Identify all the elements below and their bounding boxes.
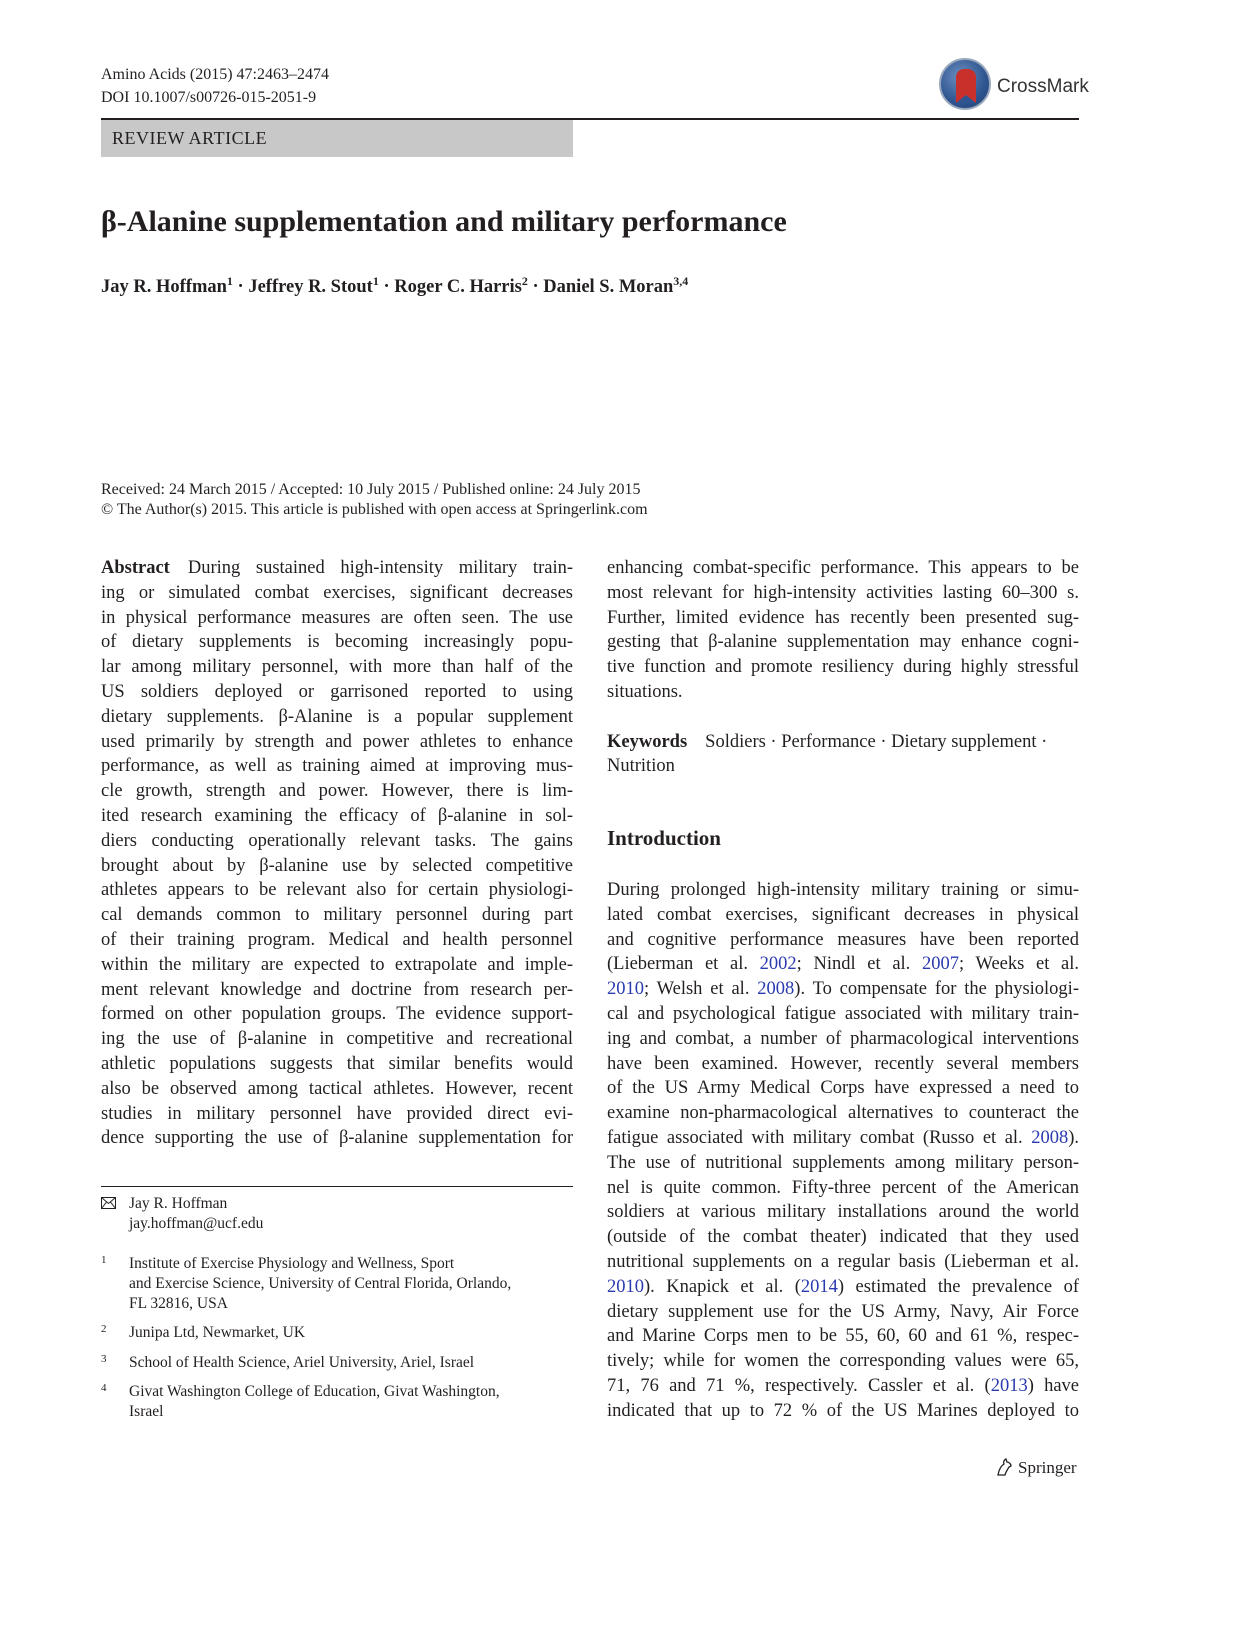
introduction-text: of the US Army Medical Corps have expressed a need to bbox=[607, 1078, 1079, 1099]
introduction-line bbox=[607, 1076, 1079, 1101]
abstract-line: within the military are expected to extrapolate and imple- bbox=[101, 954, 573, 975]
abstract-line: formed on other population groups. The evidence support- bbox=[101, 1004, 573, 1025]
introduction-text: have been examined. However, recently several members bbox=[607, 1053, 1079, 1074]
introduction-line bbox=[607, 1374, 1079, 1399]
introduction-line bbox=[607, 1200, 1079, 1225]
introduction-text: ; Welsh et al. bbox=[644, 979, 758, 1000]
abstract-line: used primarily by strength and power athletes to enhance bbox=[101, 731, 573, 752]
keywords-line: Nutrition bbox=[607, 756, 675, 777]
introduction-text: ). bbox=[1068, 1127, 1079, 1148]
abstract-line: US soldiers deployed or garrisoned reported to using bbox=[101, 681, 573, 702]
abstract-line: studies in military personnel have provided direct evi- bbox=[101, 1103, 573, 1124]
introduction-line bbox=[607, 1275, 1079, 1300]
history-line: Received: 24 March 2015 / Accepted: 10 July 2015 / Published online: 24 July 2015 bbox=[101, 481, 641, 498]
affiliation-number: 1 bbox=[101, 1254, 107, 1266]
introduction-line bbox=[607, 1300, 1079, 1325]
introduction-line bbox=[607, 1027, 1079, 1052]
introduction-text: examine non-pharmacological alternatives to counteract the bbox=[607, 1103, 1079, 1124]
publication-dates bbox=[101, 480, 648, 520]
author-name: Daniel S. Moran bbox=[543, 277, 674, 298]
crossmark-icon bbox=[939, 58, 991, 110]
affiliation-line: Israel bbox=[129, 1403, 164, 1420]
publisher-name: Springer bbox=[1018, 1458, 1077, 1477]
abstract-line: brought about by β-alanine use by selected competitive bbox=[101, 855, 573, 876]
introduction-text: and cognitive performance measures have been reported bbox=[607, 929, 1079, 950]
author-affiliation: 2 bbox=[521, 274, 528, 288]
introduction-line bbox=[607, 1101, 1079, 1126]
keywords-heading: Keywords bbox=[607, 731, 688, 752]
abstract-line: of their training program. Medical and health personnel bbox=[101, 929, 573, 950]
introduction-line bbox=[607, 928, 1079, 953]
introduction-text: nel is quite common. Fifty-three percent of the American bbox=[607, 1177, 1079, 1198]
abstract-line: dietary supplements. β-Alanine is a popular supplement bbox=[101, 706, 573, 727]
introduction-text: ) have bbox=[1027, 1375, 1079, 1396]
article-title: β-Alanine supplementation and military performance bbox=[101, 205, 787, 238]
abstract-line: ited research examining the efficacy of β-alanine in sol- bbox=[101, 805, 573, 826]
crossmark-label: CrossMark bbox=[997, 76, 1089, 97]
abstract-line: cle growth, strength and power. However, there is lim- bbox=[101, 781, 573, 802]
introduction-text: ) estimated the prevalence of bbox=[837, 1276, 1079, 1297]
citation-link[interactable]: 2007 bbox=[921, 954, 959, 975]
abstract-line: also be observed among tactical athletes. However, recent bbox=[101, 1078, 573, 1099]
journal-line: Amino Acids (2015) 47:2463–2474 bbox=[101, 66, 329, 83]
abstract-line: enhancing combat-specific performance. This appears to be bbox=[607, 558, 1079, 578]
abstract-line: ment relevant knowledge and doctrine from research per- bbox=[101, 979, 573, 1000]
author-list: Jay R. Hoffman$^1$ · Jeffrey R. Stout$^1$ · Roger C. Harris$^2$ · Daniel S. Moran$^{3,4}$ bbox=[101, 274, 689, 298]
introduction-text: dietary supplement use for the US Army, Navy, Air Force bbox=[607, 1301, 1079, 1322]
introduction-line bbox=[607, 1002, 1079, 1027]
keywords-list: Soldiers · Performance · Dietary supplement · bbox=[705, 731, 1048, 752]
section-heading-introduction: Introduction bbox=[607, 826, 721, 850]
introduction-text: cal and psychological fatigue associated with military train- bbox=[607, 1003, 1079, 1024]
affiliation-line: Givat Washington College of Education, Givat Washington, bbox=[129, 1383, 500, 1400]
affiliation-number: 3 bbox=[101, 1353, 107, 1365]
article-type-banner: REVIEW ARTICLE bbox=[101, 120, 573, 157]
introduction-line bbox=[607, 952, 1079, 977]
introduction-line bbox=[607, 1349, 1079, 1374]
citation-link[interactable]: 2002 bbox=[759, 954, 797, 975]
introduction-line bbox=[607, 1225, 1079, 1250]
introduction-line bbox=[607, 1176, 1079, 1201]
citation-link[interactable]: 2008 bbox=[757, 979, 795, 1000]
introduction-line bbox=[607, 903, 1079, 928]
copyright-line: © The Author(s) 2015. This article is published with open access at Springerlink.com bbox=[101, 501, 648, 518]
introduction-line bbox=[607, 1250, 1079, 1275]
introduction-text: nutritional supplements on a regular basis (Lieberman et al. bbox=[607, 1251, 1079, 1272]
affiliation-number: 2 bbox=[101, 1323, 107, 1335]
abstract-line: in physical performance measures are often seen. The use bbox=[101, 607, 573, 628]
affiliation-line: School of Health Science, Ariel University, Ariel, Israel bbox=[129, 1354, 475, 1371]
crossmark-badge[interactable] bbox=[939, 58, 1089, 116]
abstract-line: of dietary supplements is becoming increasingly popu- bbox=[101, 632, 573, 653]
abstract-line: dence supporting the use of β-alanine supplementation for bbox=[101, 1128, 573, 1149]
introduction-text: (outside of the combat theater) indicated that they used bbox=[607, 1227, 1079, 1248]
introduction-line bbox=[607, 977, 1079, 1002]
springer-horse-icon bbox=[994, 1457, 1014, 1477]
introduction-text: fatigue associated with military combat (Russo et al. bbox=[607, 1127, 1032, 1148]
author-affiliation: 3,4 bbox=[673, 274, 689, 288]
envelope-icon bbox=[101, 1197, 116, 1209]
abstract-line: athletic populations suggests that similar benefits would bbox=[101, 1053, 573, 1074]
citation-link[interactable]: 2008 bbox=[1031, 1127, 1069, 1148]
author-name: Jay R. Hoffman bbox=[101, 277, 227, 298]
abstract-line: most relevant for high-intensity activities lasting 60–300 s. bbox=[607, 582, 1079, 603]
affiliation-line: FL 32816, USA bbox=[129, 1295, 228, 1312]
introduction-line bbox=[607, 1151, 1079, 1176]
affiliation-number: 4 bbox=[101, 1382, 107, 1394]
author-name: Roger C. Harris bbox=[394, 277, 522, 298]
publisher-logo bbox=[994, 1457, 1077, 1478]
abstract-line: lar among military personnel, with more than half of the bbox=[101, 657, 573, 678]
abstract-line: gesting that β-alanine supplementation may enhance cogni- bbox=[607, 632, 1079, 653]
abstract-line: Abstract During sustained high-intensity military train- bbox=[101, 558, 573, 578]
introduction-body bbox=[607, 878, 1079, 1424]
introduction-line bbox=[607, 1126, 1079, 1151]
abstract-heading: Abstract bbox=[101, 558, 170, 578]
affiliation-line: and Exercise Science, University of Central Florida, Orlando, bbox=[129, 1275, 512, 1292]
citation-link[interactable]: 2013 bbox=[990, 1375, 1028, 1396]
affiliation-line: Junipa Ltd, Newmarket, UK bbox=[129, 1324, 306, 1341]
introduction-text: ). Knapick et al. ( bbox=[644, 1276, 801, 1297]
introduction-text: tively; while for women the corresponding values were 65, bbox=[607, 1351, 1079, 1372]
citation-link[interactable]: 2010 bbox=[607, 979, 644, 1000]
abstract-line: diers conducting operationally relevant tasks. The gains bbox=[101, 830, 573, 851]
journal-citation bbox=[101, 63, 329, 109]
abstract-line: performance, as well as training aimed at improving mus- bbox=[101, 756, 573, 777]
introduction-line bbox=[607, 878, 1079, 903]
introduction-text: ing and combat, a number of pharmacological interventions bbox=[607, 1028, 1079, 1049]
citation-link[interactable]: 2010 bbox=[607, 1276, 644, 1297]
abstract-line: ing or simulated combat exercises, significant decreases bbox=[101, 582, 573, 603]
citation-link[interactable]: 2014 bbox=[800, 1276, 838, 1297]
abstract-line: cal demands common to military personnel during part bbox=[101, 905, 573, 926]
abstract-continued bbox=[607, 556, 1079, 779]
introduction-text: ; Nindl et al. bbox=[796, 954, 922, 975]
abstract-line: Further, limited evidence has recently been presented sug- bbox=[607, 607, 1079, 628]
introduction-text: soldiers at various military installations around the world bbox=[607, 1202, 1079, 1223]
corresponding-name: Jay R. Hoffman bbox=[129, 1195, 228, 1212]
footnote-rule bbox=[101, 1186, 573, 1187]
introduction-text: lated combat exercises, significant decreases in physical bbox=[607, 904, 1079, 925]
introduction-text: The use of nutritional supplements among military person- bbox=[607, 1152, 1079, 1173]
abstract-line: ing the use of β-alanine in competitive and recreational bbox=[101, 1029, 573, 1050]
introduction-text: ; Weeks et al. bbox=[958, 954, 1079, 975]
introduction-line bbox=[607, 1324, 1079, 1349]
author-affiliation: 1 bbox=[372, 274, 379, 288]
introduction-text: During prolonged high-intensity military training or simu- bbox=[607, 880, 1079, 900]
abstract-line: tive function and promote resiliency during highly stressful bbox=[607, 657, 1079, 678]
introduction-text: indicated that up to 72 % of the US Marines deployed to bbox=[607, 1400, 1079, 1421]
affiliation-line: Institute of Exercise Physiology and Wellness, Sport bbox=[129, 1255, 455, 1272]
introduction-line bbox=[607, 1399, 1079, 1424]
abstract bbox=[101, 556, 573, 1151]
author-name: Jeffrey R. Stout bbox=[248, 277, 373, 298]
author-affiliation: 1 bbox=[226, 274, 233, 288]
doi-line: DOI 10.1007/s00726-015-2051-9 bbox=[101, 89, 317, 106]
keywords-line bbox=[607, 730, 1079, 755]
introduction-text: (Lieberman et al. bbox=[607, 954, 760, 975]
introduction-text: ). To compensate for the physiologi- bbox=[794, 979, 1079, 1000]
corresponding-email[interactable]: jay.hoffman@ucf.edu bbox=[129, 1215, 264, 1232]
introduction-text: 71, 76 and 71 %, respectively. Cassler et al. ( bbox=[607, 1375, 991, 1396]
corresponding-author bbox=[101, 1194, 573, 1236]
introduction-line bbox=[607, 1052, 1079, 1077]
introduction-text: and Marine Corps men to be 55, 60, 60 and 61 %, respec- bbox=[607, 1326, 1079, 1347]
abstract-line: situations. bbox=[607, 681, 683, 702]
abstract-line: athletes appears to be relevant also for certain physiologi- bbox=[101, 880, 573, 901]
